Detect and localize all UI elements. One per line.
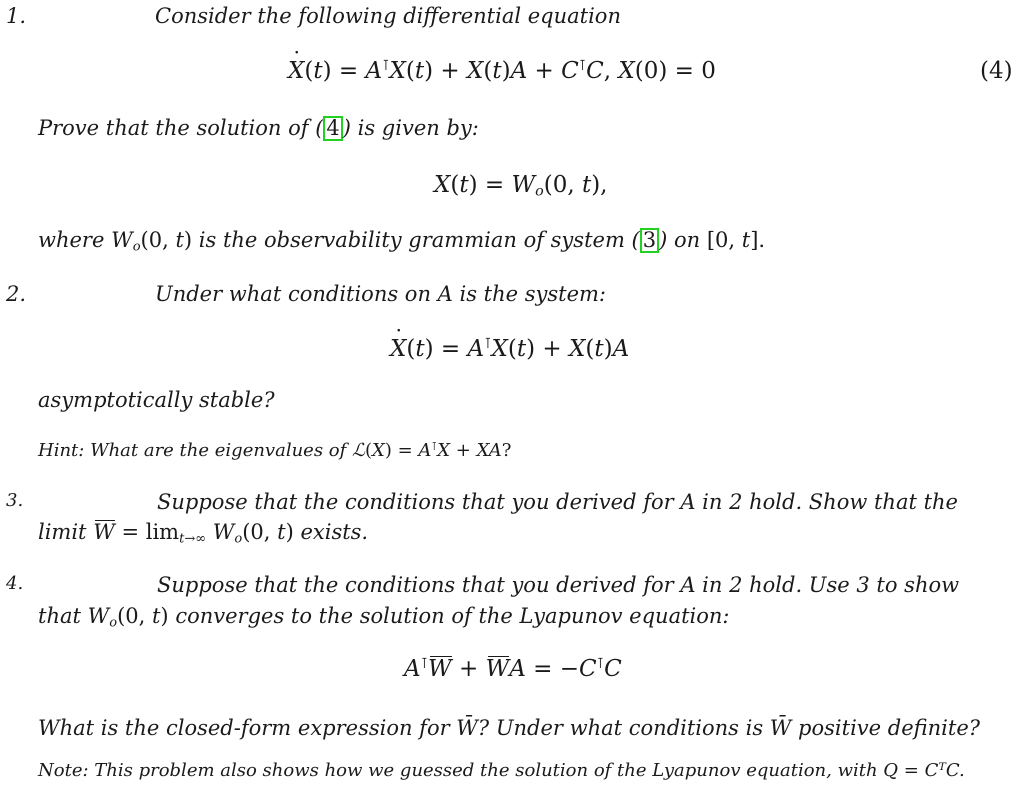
where-text xyxy=(38,228,765,253)
problem-4-note: Note: This problem also shows how we guessed the solution of the Lyapunov equation, with Q = CᵀC. xyxy=(38,760,965,781)
hint-operator: ℒ(X) = A⊺X + XA? xyxy=(352,439,512,461)
grammian-symbol: $W_o(0$, t) xyxy=(111,228,193,255)
where-text-before: where xyxy=(38,228,105,252)
problem-3-line2 xyxy=(38,520,369,547)
where-text-middle: is the observability grammian of system ( xyxy=(198,228,640,252)
problem-1-intro: Consider the following differential equation xyxy=(155,4,621,28)
prove-text xyxy=(38,116,479,141)
equation-reference-4[interactable]: 4 xyxy=(323,116,342,141)
hint xyxy=(38,440,511,461)
system-equation: ˙ X(t) = A⊺X(t) + X(t)A xyxy=(390,336,629,362)
where-text-after: ) on xyxy=(659,228,701,252)
lyapunov-equation: A⊺W + WA = −C⊺C xyxy=(404,656,622,682)
problem-4-question: What is the closed-form expression for W̄? Under what conditions is W̄ positive definite? xyxy=(38,716,981,740)
problem-4-line1: Suppose that the conditions that you derived for A in 2 hold. Use 3 to show xyxy=(157,573,960,597)
problem-3-line2-after: exists. xyxy=(300,520,369,544)
problem-3-number: 3. xyxy=(6,490,24,511)
equation-4: ˙ X(t) = A⊺X(t) + X(t)A + C⊺C, X(0) = 0 xyxy=(288,58,716,84)
problem-1-number: 1. xyxy=(6,4,27,28)
grammian-symbol-2: $W_o(0$, t) xyxy=(87,604,169,631)
prove-text-after: ) is given by: xyxy=(342,116,479,140)
problem-3-line2-before: limit xyxy=(38,520,87,544)
problem-2-number: 2. xyxy=(6,282,27,306)
solution-equation: $X(t) = W_o(0$, t), xyxy=(434,172,608,200)
problem-4-line2-before: that xyxy=(38,604,81,628)
problem-4-number: 4. xyxy=(6,573,24,594)
limit-expression: $W = \lim_{t\to\infty} W_o(0$, t) xyxy=(93,520,294,547)
problem-4-line2-after: converges to the solution of the Lyapunov equation: xyxy=(175,604,730,628)
problem-3-line1: Suppose that the conditions that you derived for A in 2 hold. Show that the xyxy=(157,490,958,514)
equation-number-4: (4) xyxy=(980,58,1013,84)
interval: [0, t]. xyxy=(706,228,766,252)
prove-text-before: Prove that the solution of ( xyxy=(38,116,324,140)
problem-4-line2 xyxy=(38,604,730,631)
hint-label: Hint: What are the eigenvalues of xyxy=(38,440,347,461)
system-reference-3[interactable]: 3 xyxy=(640,228,659,253)
problem-2-intro: Under what conditions on A is the system: xyxy=(155,282,606,306)
problem-2-followup: asymptotically stable? xyxy=(38,388,275,412)
